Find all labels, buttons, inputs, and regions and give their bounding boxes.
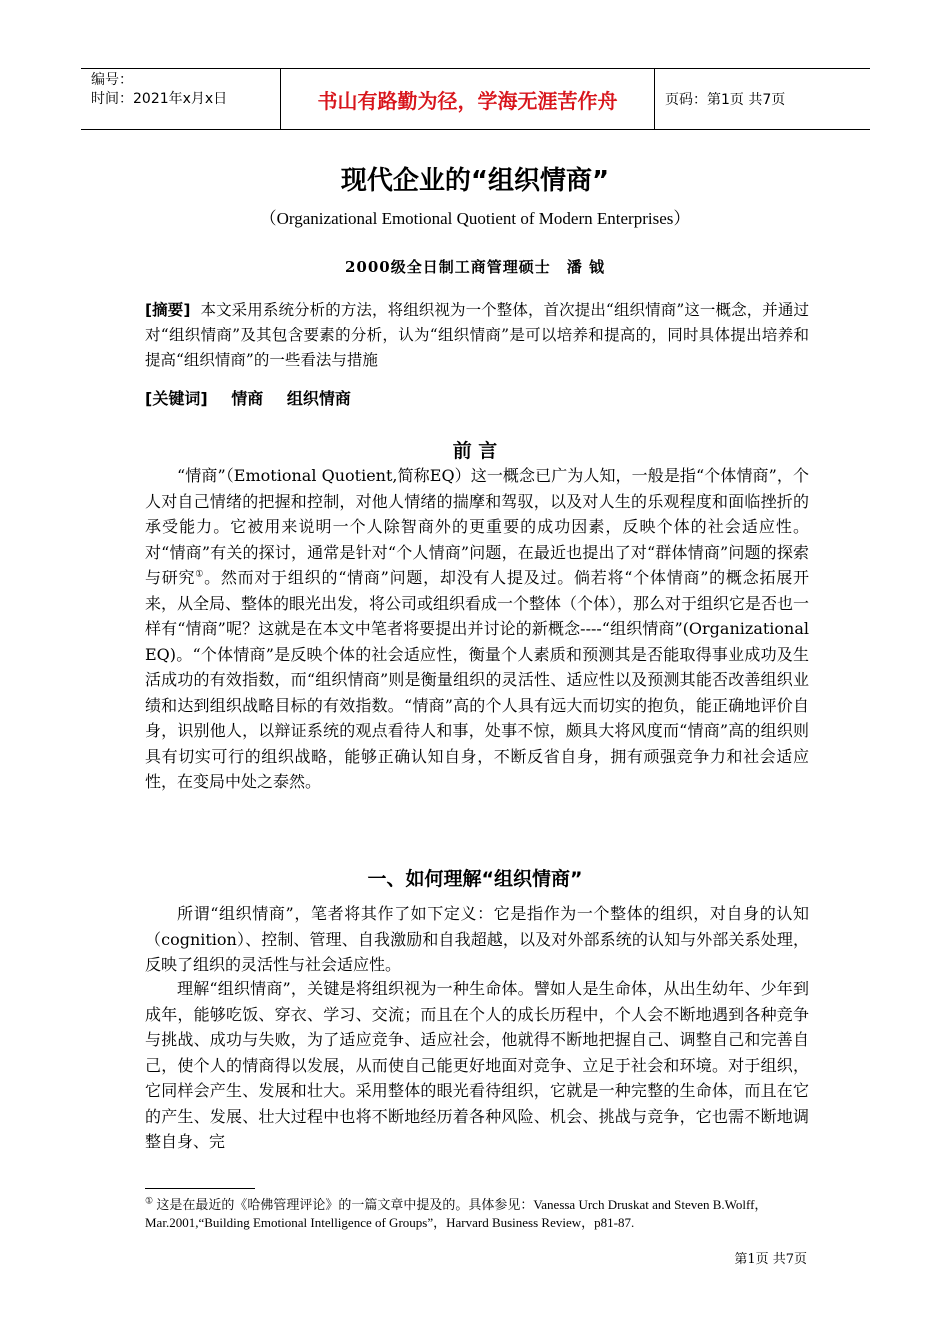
keyword-item: 情商: [231, 389, 264, 408]
document-subtitle: （Organizational Emotional Quotient of Modern Enterprises）: [259, 209, 691, 228]
footnote-text: 这是在最近的《哈佛管理评论》的一篇文章中提及的。具体参见：Vanessa Urch Druskat and Steven B.Wolff，Mar.2001,“Building Emotional Intelligence of Groups”，Harvard Business Review，p81-87.: [145, 1197, 768, 1230]
page-footer: 第1页 共7页: [734, 1252, 807, 1267]
keyword-item: 组织情商: [286, 389, 351, 408]
header-motto: 书山有路勤为径，学海无涯苦作舟: [281, 69, 655, 129]
preface-text-a: “情商”（Emotional Quotient,简称EQ）这一概念已广为人知，一般是指“个体情商”，个人对自己情绪的把握和控制，对他人情绪的揣摩和驾驭，以及对人生的乐观程度和面临挫折的承受能力。它被用来说明一个人除智商外的更重要的成功因素，反映个体的社会适应性。对“情商”有关的探讨，通常是针对“个人情商”问题，在最近也提出了对“群体情商”问题的探索与研究: [145, 466, 809, 587]
header-meta: [81, 69, 281, 129]
page-header: [81, 68, 870, 130]
footnote: [145, 1196, 809, 1232]
preface-paragraph: [145, 463, 809, 795]
section1-heading: 一、如何理解“组织情商”: [367, 868, 583, 890]
abstract: [145, 298, 809, 373]
footnote-ref[interactable]: ①: [195, 569, 205, 580]
footnote-divider: [145, 1188, 255, 1189]
number-label: 编号：: [91, 72, 133, 88]
section1-paragraph-2: 理解“组织情商”，关键是将组织视为一种生命体。譬如人是生命体，从出生幼年、少年到成年，能够吃饭、穿衣、学习、交流；而且在个人的成长历程中，个人会不断地遇到各种竞争与挑战、成功与失败，为了适应竞争、适应社会，他就得不断地把握自己、调整自己和完善自己，使个人的情商得以发展，从而使自己能更好地面对竞争、立足于社会和环境。对于组织，它同样会产生、发展和壮大。采用整体的眼光看待组织，它就是一种完整的生命体，而且在它的产生、发展、壮大过程中也将不断地经历着各种风险、机会、挑战与竞争，它也需不断地调整自身、完: [145, 979, 809, 1151]
keywords-tag: [关键词]: [145, 389, 208, 408]
document-title: 现代企业的“组织情商”: [340, 166, 610, 196]
section1-paragraph-1: 所谓“组织情商”，笔者将其作了如下定义：它是指作为一个整体的组织，对自身的认知（cognition）、控制、管理、自我激励和自我超越，以及对外部系统的认知与外部关系处理，反映了组织的灵活性与社会适应性。: [145, 904, 809, 974]
header-page-label: 页码：第1页 共7页: [665, 92, 786, 108]
abstract-text: 本文采用系统分析的方法，将组织视为一个整体，首次提出“组织情商”这一概念，并通过对“组织情商”及其包含要素的分析，认为“组织情商”是可以培养和提高的，同时具体提出培养和提高“组织情商”的一些看法与措施: [145, 301, 809, 369]
footnote-mark: ①: [145, 1195, 154, 1206]
preface-text-b: 。然而对于组织的“情商”问题，却没有人提及过。倘若将“个体情商”的概念拓展开来，从全局、整体的眼光出发，将公司或组织看成一个整体（个体），那么对于组织它是否也一样有“情商”呢？这就是在本文中笔者将要提出并讨论的新概念----“组织情商”(Organizational EQ)。“个体情商”是反映个体的社会适应性，衡量个人素质和预测其是否能取得事业成功及生活成功的有效指数，而“组织情商”则是衡量组织的灵活性、适应性以及预测其能否改善组织业绩和达到组织战略目标的有效指数。“情商”高的个人具有远大而切实的抱负，能正确地评价自身，识别他人，以辩证系统的观点看待人和事，处事不惊，颇具大将风度而“情商”高的组织则具有切实可行的组织战略，能够正确认知自身，不断反省自身，拥有顽强竞争力和社会适应性，在变局中处之泰然。: [145, 568, 810, 791]
abstract-tag: [摘要]: [145, 301, 191, 319]
keywords: [145, 386, 369, 409]
author-line: 2000级全日制工商管理硕士 潘 钺: [345, 258, 605, 276]
date-label: 时间：2021年x月x日: [91, 91, 228, 107]
preface-heading: 前 言: [452, 440, 498, 462]
